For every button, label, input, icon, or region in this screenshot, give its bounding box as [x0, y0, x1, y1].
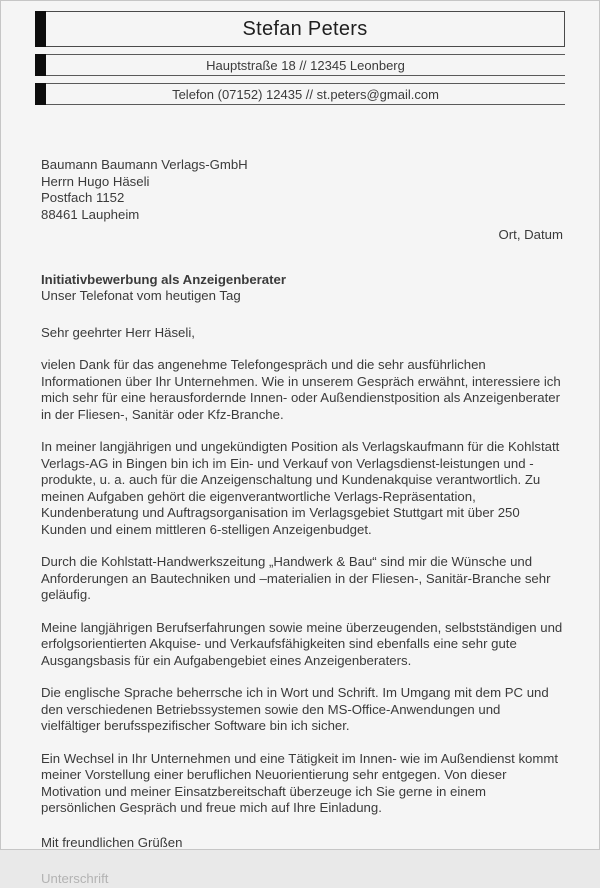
recipient-po-box: Postfach 1152 [41, 190, 125, 205]
letter-paragraph: Durch die Kohlstatt-Handwerkszeitung „Handwerk & Bau“ sind mir die Wünsche und Anforderungen an Bautechniken und –materialien in der Fliesen-, Sanitär-Branche sehr geläufig. [41, 554, 551, 602]
header-name-row [35, 11, 565, 47]
header-accent-bar [35, 54, 46, 76]
letter-paragraph: Meine langjährigen Berufserfahrungen sowie meine überzeugenden, selbstständigen und erfolgsorientierten Akquise- und Verkaufsfähigkeiten sind ebenfalls eine sehr gute Ausgangsbasis für ein Aufgabengebiet eines Anzeigenberaters. [41, 619, 563, 668]
subject-title: Initiativbewerbung als Anzeigenberater [41, 271, 286, 287]
header-contact-row [35, 83, 565, 105]
salutation: Sehr geehrter Herr Häseli, [41, 324, 195, 340]
recipient-contact: Herrn Hugo Häseli [41, 173, 150, 189]
closing: Mit freundlichen Grüßen [41, 834, 183, 850]
sender-name: Stefan Peters [46, 11, 565, 47]
recipient-city: 88461 Laupheim [41, 206, 140, 222]
subject-subtitle: Unser Telefonat vom heutigen Tag [41, 288, 241, 303]
letter-header [35, 11, 565, 105]
letter-paragraph: Ein Wechsel in Ihr Unternehmen und eine Tätigkeit im Innen- wie im Außendienst kommt meiner Vorstellung einer beruflichen Neuorientierung sehr entgegen. Von dieser Motivation und meiner Einsatzbereitschaft überzeuge ich Sie gerne in einem persönlichen Gespräch und freue mich auf Ihre Einladung. [41, 750, 559, 815]
signature-placeholder: Unterschrift [41, 871, 109, 886]
subject-block [41, 272, 563, 305]
sender-contact: Telefon (07152) 12435 // st.peters@gmail.com [46, 83, 565, 105]
sender-address: Hauptstraße 18 // 12345 Leonberg [46, 54, 565, 76]
header-accent-bar [35, 11, 46, 47]
recipient-company: Baumann Baumann Verlags-GmbH [41, 157, 248, 172]
header-address-row [35, 54, 565, 76]
letter-paragraph: Die englische Sprache beherrsche ich in Wort und Schrift. Im Umgang mit dem PC und den verschiedenen Betriebssystemen sowie den MS-Office-Anwendungen und vielfältiger berufsspezifischer Software bin ich sicher. [41, 685, 549, 733]
letter-paragraph: In meiner langjährigen und ungekündigten Position als Verlagskaufmann für die Kohlstatt Verlags-AG in Bingen bin ich im Ein- und Verkauf von Verlagsdienst-leistungen und -produkte, u. a. auch für die Anzeigenschaltung und Kundenakquise verantwortlich. Zu meinen Aufgaben gehört die eigenverantwortliche Verlags-Repräsentation, Kundenberatung und Auftragsorganisation im Verlagsgebiet Stuttgart mit über 250 Kunden und einem mittleren 6-stelligen Anzeigenbudget. [41, 439, 560, 537]
recipient-block [41, 157, 563, 223]
place-date: Ort, Datum [498, 227, 563, 242]
letter-body [1, 157, 599, 888]
letter-paragraph: vielen Dank für das angenehme Telefongespräch und die sehr ausführlichen Informationen über Ihr Unternehmen. Wie in unserem Gespräch erwähnt, interessiere ich mich sehr für eine herausfordernde Innen- oder Außendienstposition als Anzeigenberater in der Fliesen-, Sanitär oder Kfz-Branche. [41, 357, 561, 422]
header-accent-bar [35, 83, 46, 105]
